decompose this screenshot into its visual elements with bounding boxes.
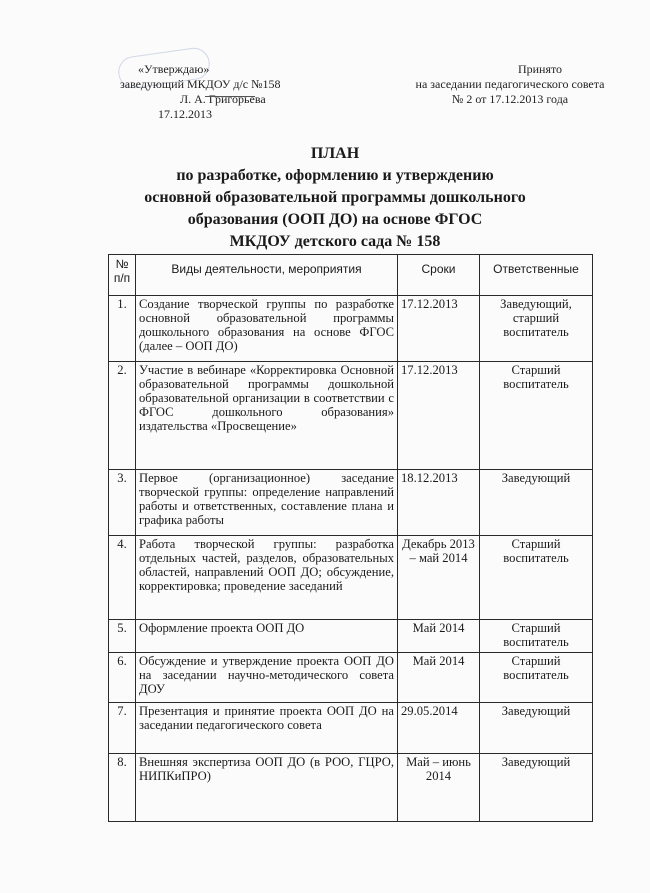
title-line-2: по разработке, оформлению и утверждению (176, 167, 494, 184)
title-line-4: образования (ООП ДО) на основе ФГОС (187, 211, 483, 228)
row-term: Май 2014 (398, 653, 480, 703)
header-activity: Виды деятельности, мероприятия (136, 255, 398, 296)
row-number: 7. (109, 703, 136, 754)
acceptance-body: на заседании педагогического совета (415, 77, 605, 91)
row-term: Май – июнь 2014 (398, 754, 480, 822)
acceptance-heading: Принято (517, 62, 563, 76)
row-activity: Презентация и принятие проекта ООП ДО на заседании педагогического совета (136, 703, 398, 754)
row-activity: Работа творческой группы: разработка отдельных частей, разделов, образовательных областей, направлений ООП ДО; обсуждение, корректировка; проведение заседаний (136, 536, 398, 620)
row-responsible: Старший воспитатель (480, 362, 593, 470)
table-row (109, 653, 593, 703)
table-header-row (109, 255, 593, 296)
row-number: 4. (109, 536, 136, 620)
title-line-5: МКДОУ детского сада № 158 (229, 233, 441, 250)
title-line-3: основной образовательной программы дошкольного (144, 189, 526, 206)
signature-line (205, 86, 255, 97)
row-activity: Первое (организационное) заседание творческой группы: определение направлений работы и ответственных, составление плана и графика работы (136, 470, 398, 536)
table-row (109, 470, 593, 536)
row-responsible: Старший воспитатель (480, 653, 593, 703)
row-number: 8. (109, 754, 136, 822)
row-responsible: Старший воспитатель (480, 536, 593, 620)
header-responsible: Ответственные (480, 255, 593, 296)
row-term: Май 2014 (398, 620, 480, 653)
table-row (109, 754, 593, 822)
row-number: 6. (109, 653, 136, 703)
row-term: 18.12.2013 (398, 470, 480, 536)
acceptance-protocol: № 2 от 17.12.2013 года (451, 92, 569, 106)
row-activity: Оформление проекта ООП ДО (136, 620, 398, 653)
row-responsible: Заведующий, старший воспитатель (480, 296, 593, 362)
row-number: 1. (109, 296, 136, 362)
row-activity: Обсуждение и утверждение проекта ООП ДО на заседании научно-методического совета ДОУ (136, 653, 398, 703)
row-responsible: Заведующий (480, 754, 593, 822)
acceptance-block (390, 62, 630, 107)
row-term: Декабрь 2013 – май 2014 (398, 536, 480, 620)
row-term: 17.12.2013 (398, 296, 480, 362)
row-activity: Внешняя экспертиза ООП ДО (в РОО, ГЦРО, НИПКиПРО) (136, 754, 398, 822)
table-row (109, 703, 593, 754)
row-number: 2. (109, 362, 136, 470)
row-responsible: Заведующий (480, 470, 593, 536)
header-term: Сроки (398, 255, 480, 296)
table-row (109, 620, 593, 653)
row-activity: Создание творческой группы по разработке основной образовательной программы дошкольного образования на основе ФГОС (далее – ООП ДО) (136, 296, 398, 362)
plan-table (108, 254, 593, 822)
row-number: 5. (109, 620, 136, 653)
row-number: 3. (109, 470, 136, 536)
header-number-line1: № (115, 257, 129, 271)
title-line-1: ПЛАН (310, 145, 360, 162)
row-responsible: Заведующий (480, 703, 593, 754)
row-term: 17.12.2013 (398, 362, 480, 470)
row-activity: Участие в вебинаре «Корректировка Основной образовательной программы дошкольной образовательной организации в соответствии с ФГОС дошкольного образования» издательства «Просвещение» (136, 362, 398, 470)
approval-date: 17.12.2013 (158, 107, 212, 121)
row-responsible: Старший воспитатель (480, 620, 593, 653)
approval-heading: «Утверждаю» (138, 62, 210, 76)
table-row (109, 536, 593, 620)
approver-name: Л. А. Григорьева (180, 92, 266, 106)
table-row (109, 296, 593, 362)
approver-position: заведующий МКДОУ д/с №158 (120, 77, 281, 91)
header-number (109, 255, 136, 296)
table-row (109, 362, 593, 470)
header-number-line2: п/п (113, 271, 131, 285)
document-title (120, 143, 550, 253)
row-term: 29.05.2014 (398, 703, 480, 754)
